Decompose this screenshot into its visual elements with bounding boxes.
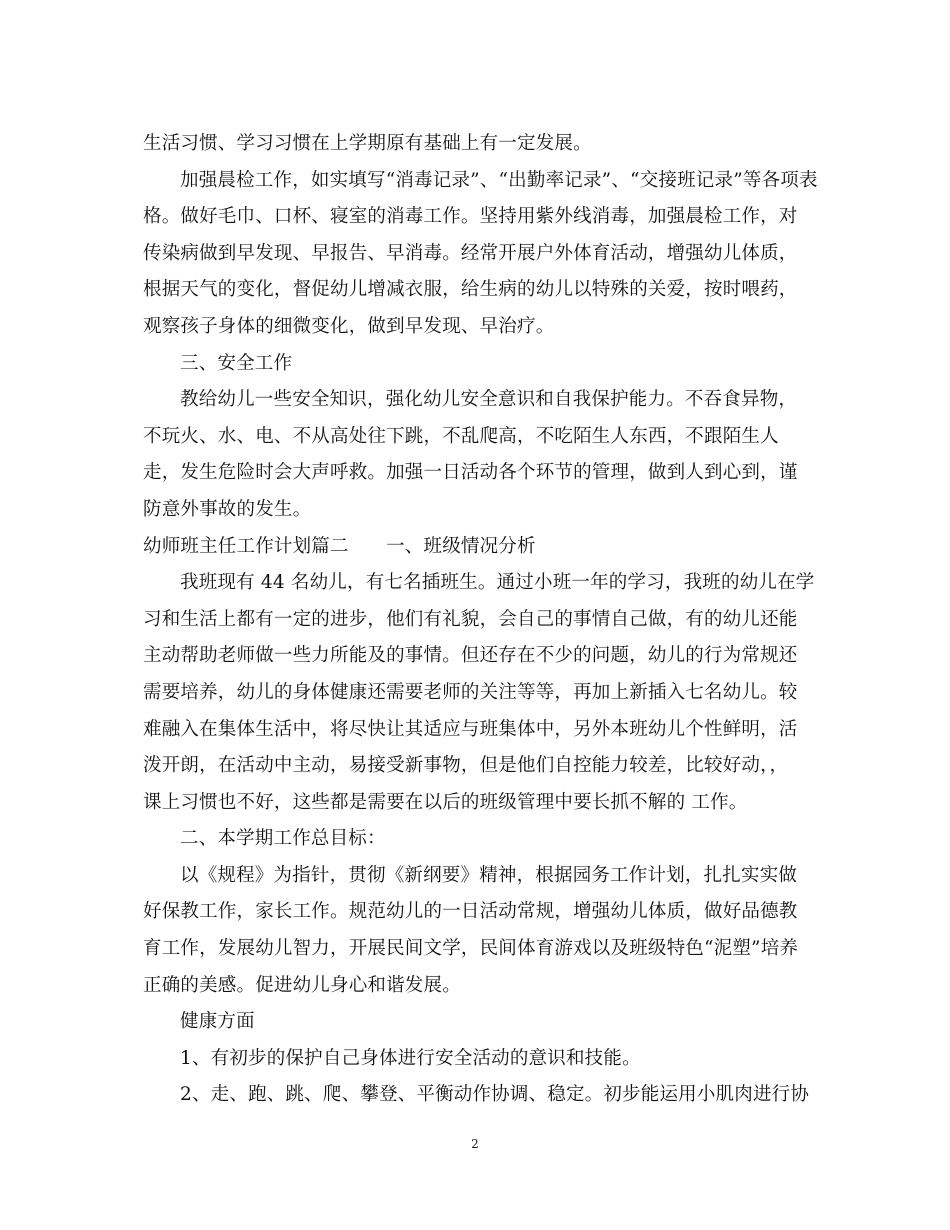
text-line: 生活习惯、学习习惯在上学期原有基础上有一定发展。 — [143, 133, 592, 154]
text-line: 好保教工作，家长工作。规范幼儿的一日活动常规，增强幼儿体质，做好品德教 — [143, 901, 798, 923]
page-number: 2 — [471, 1137, 479, 1151]
text-line: 传染病做到早发现、早报告、早消毒。经常开展户外体育活动，增强幼儿体质， — [143, 242, 798, 264]
text-line: 健康方面 — [180, 1011, 255, 1033]
text-line: 教给幼儿一些安全知识，强化幼儿安全意识和自我保护能力。不吞食异物， — [180, 389, 798, 411]
document-body — [143, 126, 818, 1114]
text-line: 1、有初步的保护自己身体进行安全活动的意识和技能。 — [180, 1047, 641, 1069]
text-line: 不玩火、水、电、不从高处往下跳，不乱爬高，不吃陌生人东西，不跟陌生人 — [143, 425, 779, 447]
text-line: 根据天气的变化，督促幼儿增减衣服，给生病的幼儿以特殊的关爱，按时喂药， — [143, 279, 798, 301]
text-line: 观察孩子身体的细微变化，做到早发现、早治疗。 — [143, 315, 555, 337]
text-line: 2、走、跑、跳、爬、攀登、平衡动作协调、稳定。初步能运用小肌肉进行协 — [180, 1084, 810, 1106]
text-line: 正确的美感。促进幼儿身心和谐发展。 — [143, 974, 461, 996]
text-line: 难融入在集体生活中，将尽快让其适应与班集体中，另外本班幼儿个性鲜明，活 — [143, 718, 798, 740]
text-line: 我班现有 44 名幼儿，有七名插班生。通过小班一年的学习，我班的幼儿在学 — [180, 572, 815, 594]
text-line: 泼开朗，在活动中主动，易接受新事物，但是他们自控能力较差，比较好动，， — [143, 755, 789, 777]
text-line: 育工作，发展幼儿智力，开展民间文学，民间体育游戏以及班级特色“泥塑”培养 — [143, 938, 799, 960]
text-line: 幼师班主任工作计划篇二 一、班级情况分析 — [143, 535, 536, 557]
text-line: 以《规程》为指针，贯彻《新纲要》精神，根据园务工作计划，扎扎实实做 — [180, 864, 798, 886]
text-line: 习和生活上都有一定的进步，他们有礼貌，会自己的事情自己做，有的幼儿还能 — [143, 608, 798, 630]
text-line: 走，发生危险时会大声呼救。加强一日活动各个环节的管理，做到人到心到，谨 — [143, 462, 798, 484]
text-line: 需要培养，幼儿的身体健康还需要老师的关注等等，再加上新插入七名幼儿。较 — [143, 681, 798, 703]
text-line: 课上习惯也不好，这些都是需要在以后的班级管理中要长抓不解的 工作。 — [143, 791, 748, 813]
text-line: 主动帮助老师做一些力所能及的事情。但还存在不少的问题，幼儿的行为常规还 — [143, 645, 798, 667]
text-line: 格。做好毛巾、口杯、寝室的消毒工作。坚持用紫外线消毒，加强晨检工作，对 — [143, 206, 798, 228]
text-line: 三、安全工作 — [180, 352, 293, 374]
text-line: 防意外事故的发生。 — [143, 498, 312, 520]
text-line: 加强晨检工作，如实填写“消毒记录”、“出勤率记录”、“交接班记录”等各项表 — [180, 169, 818, 191]
text-line: 二、本学期工作总目标： — [180, 828, 386, 850]
